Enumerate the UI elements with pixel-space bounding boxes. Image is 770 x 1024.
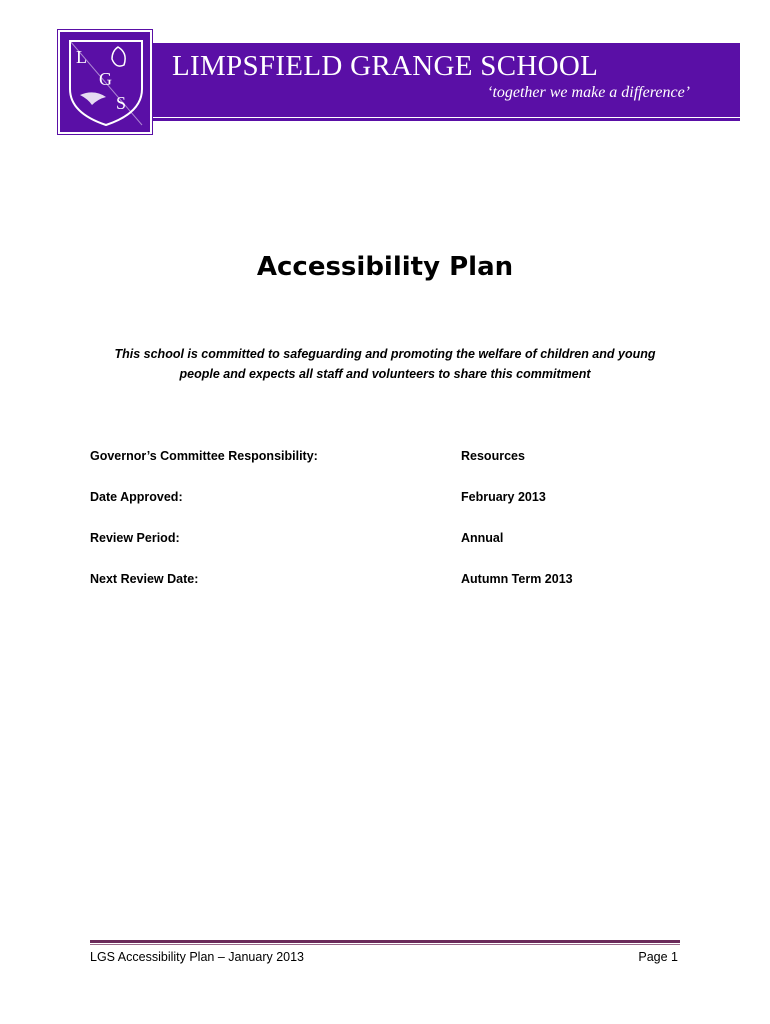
logo-letter-g: G (99, 69, 112, 89)
oak-leaf-icon (112, 47, 125, 66)
header-underline (58, 118, 740, 121)
statement-line: This school is committed to safeguarding and promoting the welfare of children and young (114, 347, 656, 361)
footer-page-number: Page 1 (638, 950, 678, 964)
footer-document-label: LGS Accessibility Plan – January 2013 (90, 950, 305, 964)
footer-divider-thin (90, 944, 680, 945)
detail-row-date-approved (90, 490, 690, 508)
shield-crest-icon (66, 37, 146, 129)
school-logo (58, 30, 152, 134)
school-tagline: ‘together we make a difference’ (487, 84, 690, 101)
detail-label: Date Approved: (90, 490, 183, 504)
detail-value: Annual (461, 531, 504, 545)
detail-value: Resources (461, 449, 525, 463)
detail-label: Governor’s Committee Responsibility: (90, 449, 318, 463)
detail-row-review-period (90, 531, 690, 549)
document-title: Accessibility Plan (256, 252, 514, 282)
detail-label: Review Period: (90, 531, 180, 545)
school-name: LIMPSFIELD GRANGE SCHOOL (172, 50, 599, 82)
detail-value: February 2013 (461, 490, 546, 504)
detail-label: Next Review Date: (90, 572, 199, 586)
bird-icon (80, 92, 106, 105)
footer-divider (90, 940, 680, 943)
logo-letter-s: S (116, 93, 127, 113)
statement-line: people and expects all staff and volunteers to share this commitment (179, 367, 591, 381)
safeguarding-statement (70, 344, 700, 384)
detail-row-next-review (90, 572, 690, 590)
detail-value: Autumn Term 2013 (461, 572, 573, 586)
logo-letter-l: L (76, 47, 87, 67)
detail-row-committee (90, 449, 690, 467)
